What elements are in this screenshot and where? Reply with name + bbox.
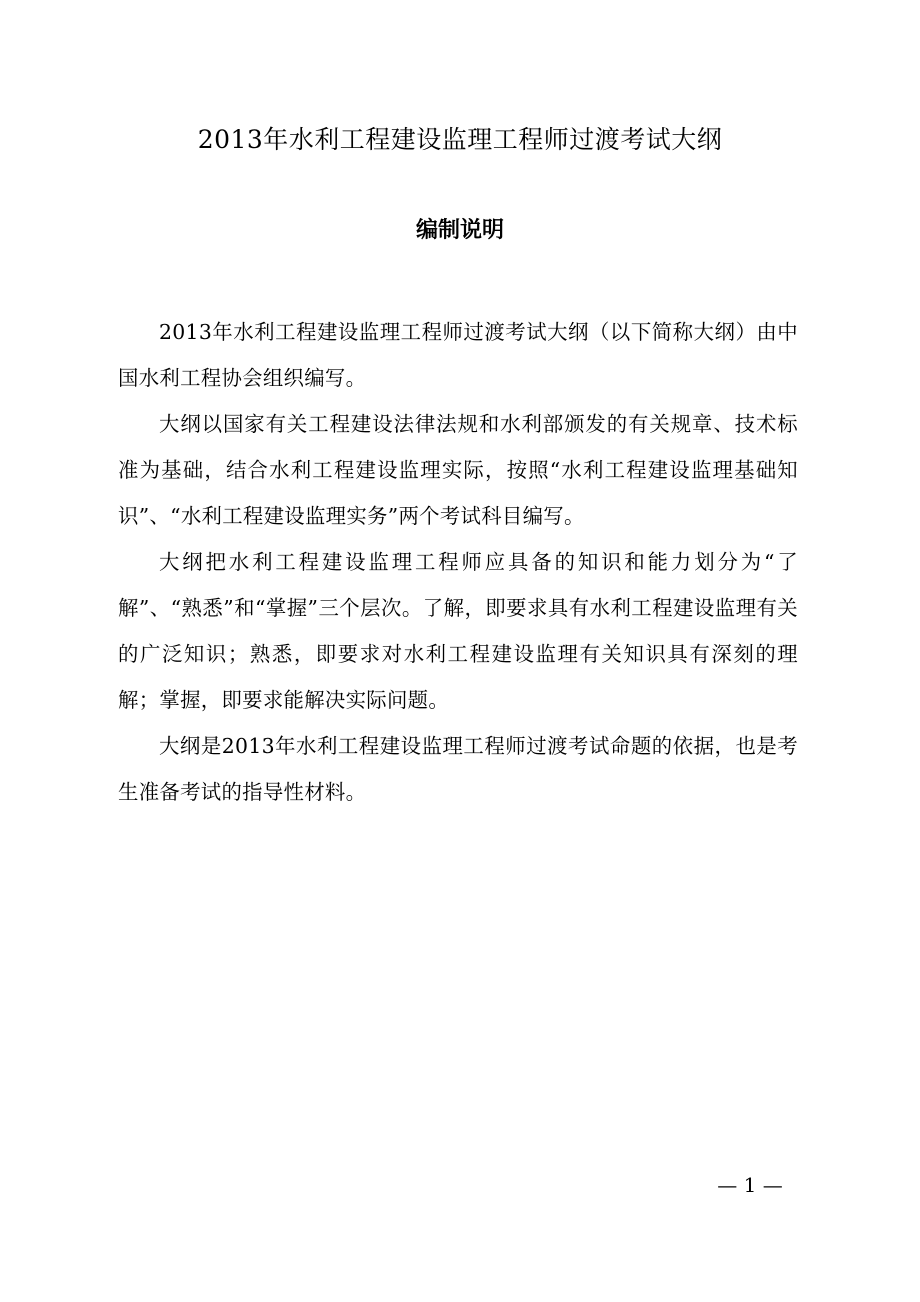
section-heading: 编制说明 — [415, 218, 504, 243]
paragraph-basis: 大纲以国家有关工程建设法律法规和水利部颁发的有关规章、技术标准为基础，结合水利工程建设监理实际，按照“水利工程建设监理基础知识”、“水利工程建设监理实务”两个考试科目编写。 — [118, 412, 798, 528]
document-title: 2013年水利工程建设监理工程师过渡考试大纲 — [197, 125, 723, 154]
paragraph-levels: 大纲把水利工程建设监理工程师应具备的知识和能力划分为“了解”、“熟悉”和“掌握”三个层次。了解，即要求具有水利工程建设监理有关的广泛知识；熟悉，即要求对水利工程建设监理有关知识具有深刻的理解；掌握，即要求能解决实际问题。 — [118, 550, 798, 712]
paragraph-intro: 2013年水利工程建设监理工程师过渡考试大纲（以下简称大纲）由中国水利工程协会组织编写。 — [118, 320, 798, 390]
body-text — [118, 309, 798, 815]
page-number: — 1 — — [717, 1173, 783, 1197]
paragraph-purpose: 大纲是2013年水利工程建设监理工程师过渡考试命题的依据，也是考生准备考试的指导性材料。 — [118, 734, 798, 804]
